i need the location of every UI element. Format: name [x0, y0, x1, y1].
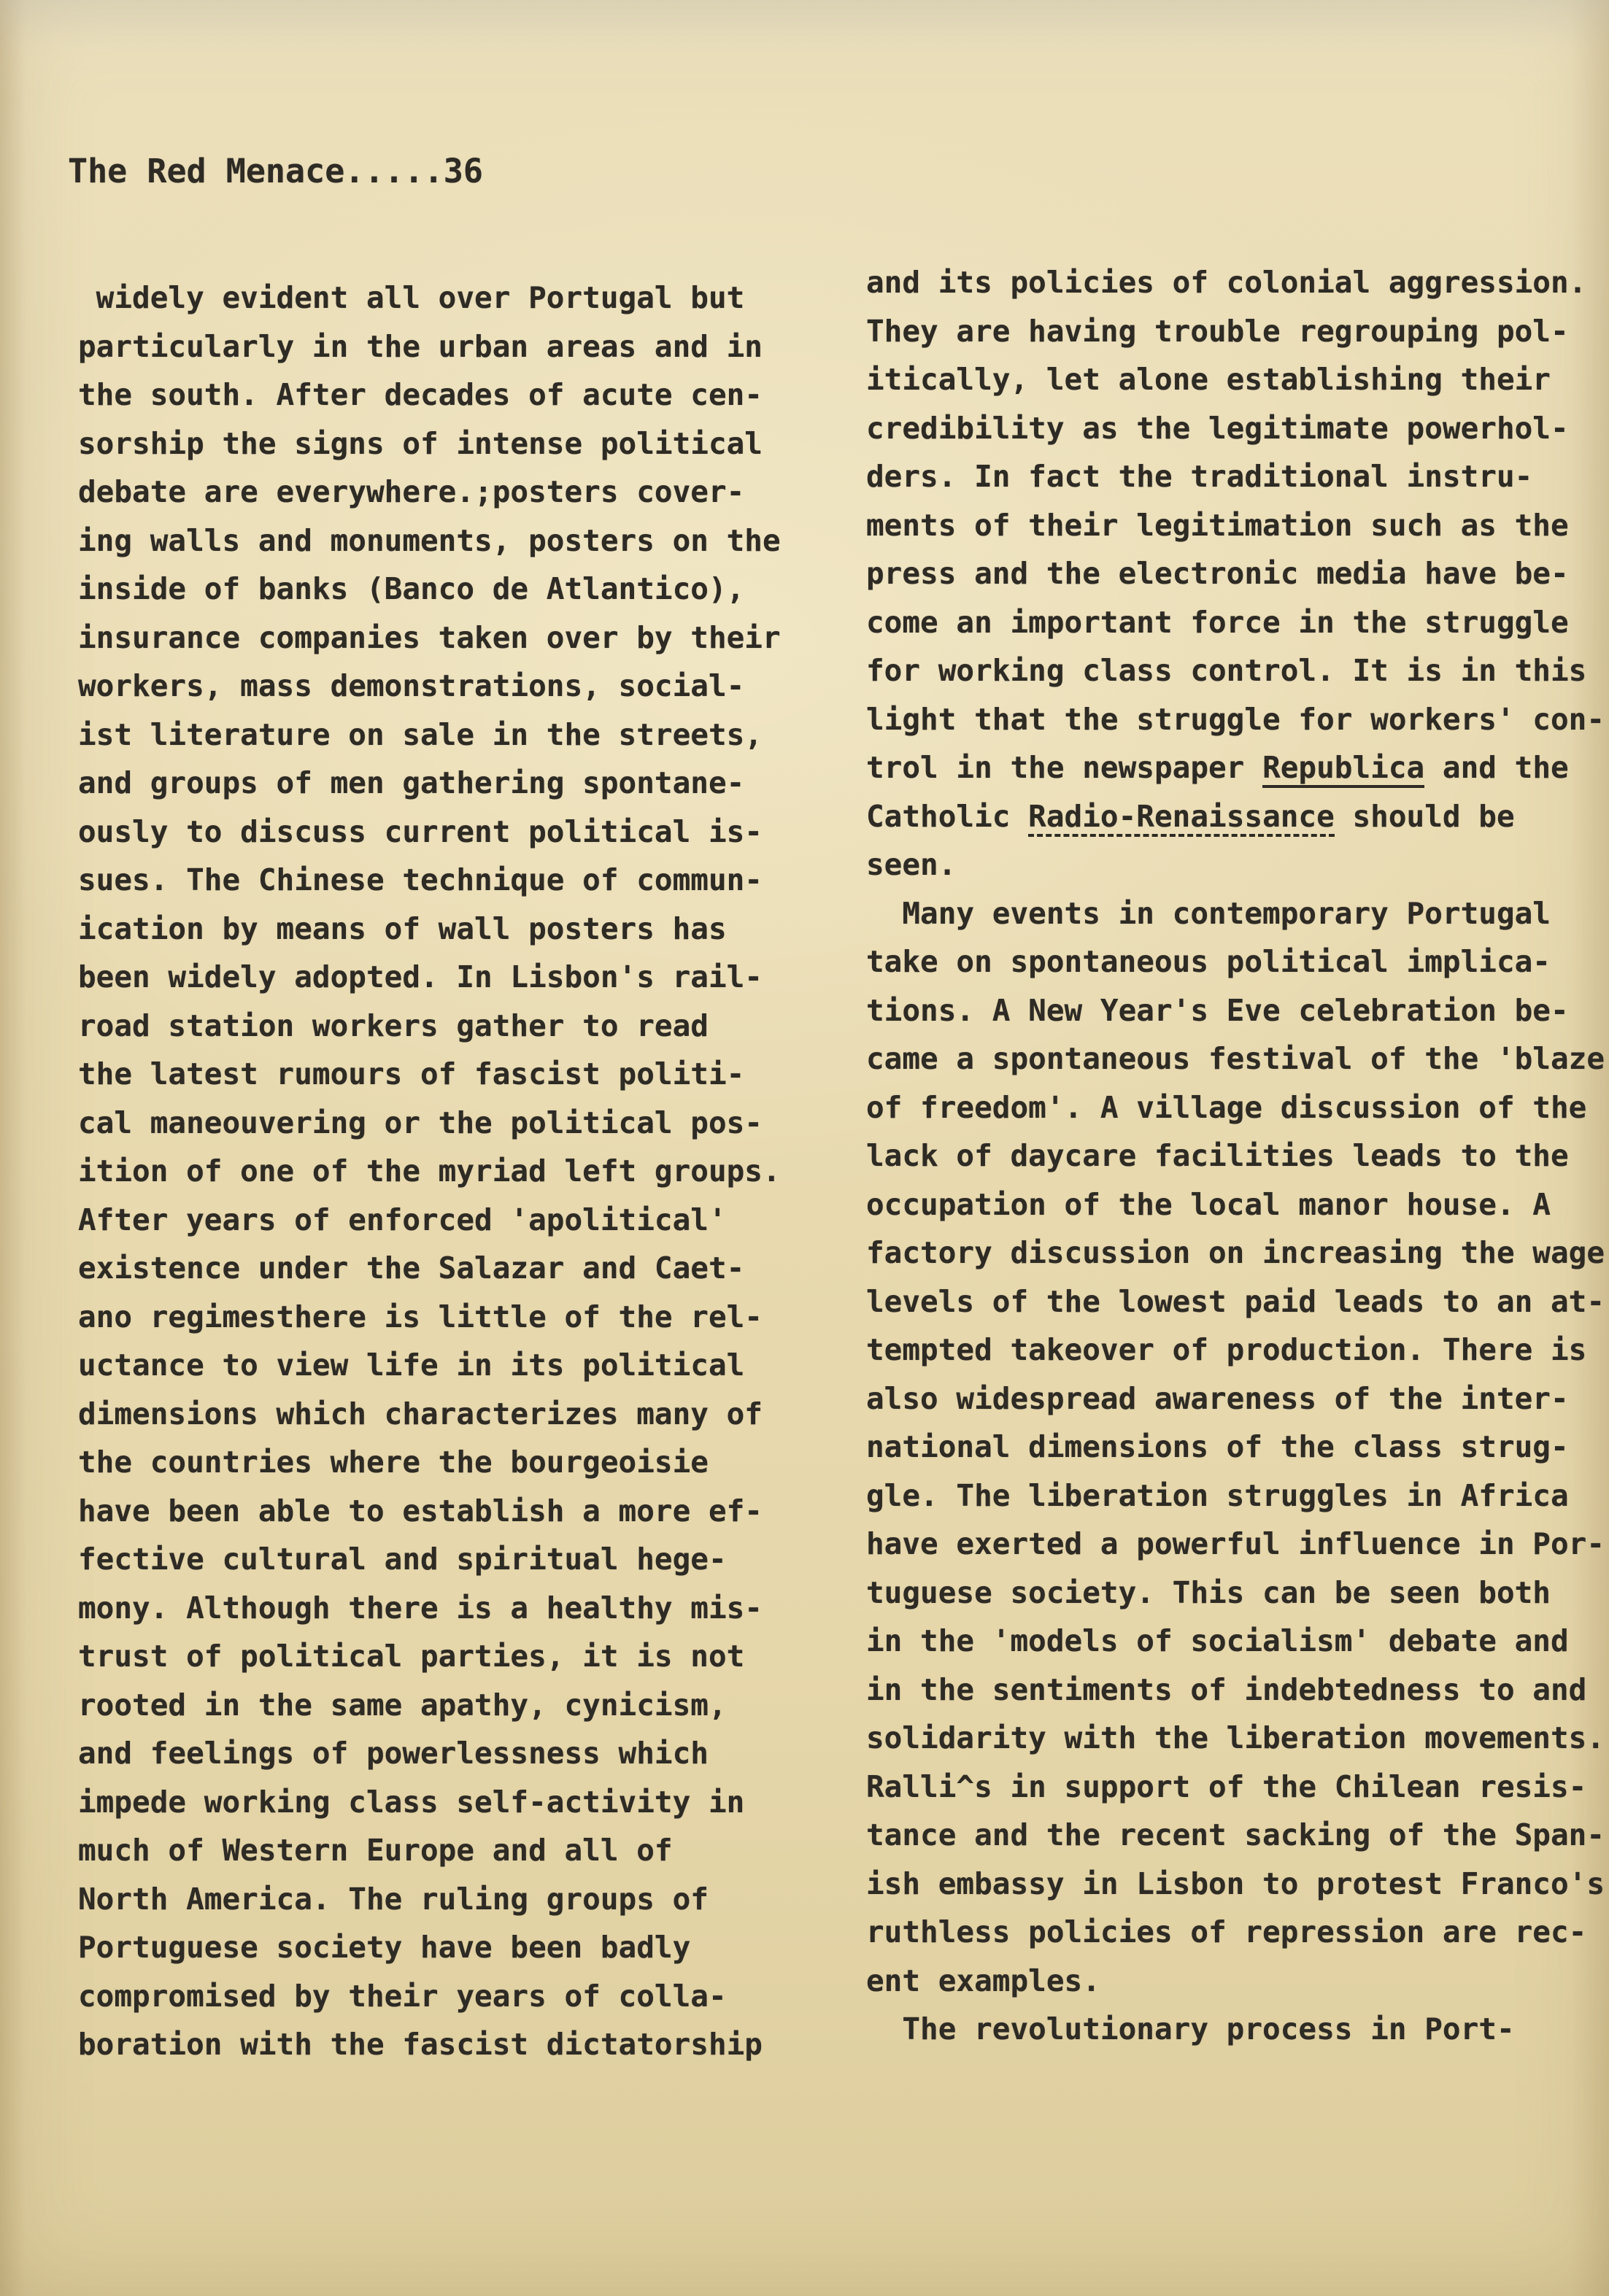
text-line: lack of daycare facilities leads to the	[866, 1138, 1569, 1173]
underlined-text: Radio-Renaissance	[1028, 799, 1335, 837]
text-line: The revolutionary process in Port-	[866, 2011, 1515, 2046]
text-line: tance and the recent sacking of the Span-	[866, 1817, 1605, 1852]
text-line: sues. The Chinese technique of commun-	[78, 862, 763, 897]
left-column	[78, 274, 815, 2069]
text-line: workers, mass demonstrations, social-	[78, 668, 745, 703]
text-line: ition of one of the myriad left groups.	[78, 1153, 781, 1188]
text-line: They are having trouble regrouping pol-	[866, 313, 1569, 349]
text-line: widely evident all over Portugal but	[78, 280, 745, 315]
text-line: credibility as the legitimate powerhol-	[866, 410, 1569, 446]
text-line: uctance to view life in its political	[78, 1348, 745, 1383]
text-line	[866, 792, 1603, 841]
text-segment: should be	[1334, 798, 1515, 834]
text-line: ruthless policies of repression are rec-	[866, 1914, 1587, 1949]
text-line	[866, 743, 1603, 792]
text-line: and its policies of colonial aggression.	[866, 265, 1587, 300]
text-line: ing walls and monuments, posters on the	[78, 522, 781, 558]
text-line: existence under the Salazar and Caet-	[78, 1251, 745, 1286]
text-line: rooted in the same apathy, cynicism,	[78, 1687, 727, 1723]
text-line: national dimensions of the class strug-	[866, 1429, 1569, 1464]
text-line: mony. Although there is a healthy mis-	[78, 1590, 763, 1626]
text-line: tions. A New Year's Eve celebration be-	[866, 992, 1569, 1028]
text-line: been widely adopted. In Lisbon's rail-	[78, 959, 763, 994]
text-line: North America. The ruling groups of	[78, 1881, 709, 1917]
text-line: and groups of men gathering spontane-	[78, 765, 745, 800]
text-line: of freedom'. A village discussion of the	[866, 1089, 1587, 1125]
text-line: tuguese society. This can be seen both	[866, 1574, 1551, 1610]
text-line: press and the electronic media have be-	[866, 556, 1569, 591]
text-line: ously to discuss current political is-	[78, 813, 763, 849]
page-header: The Red Menace.....36	[68, 152, 483, 190]
text-line: for working class control. It is in this	[866, 653, 1587, 688]
text-line: Portuguese society have been badly	[78, 1930, 691, 1965]
underlined-text: Republica	[1262, 750, 1424, 788]
text-line: come an important force in the struggle	[866, 604, 1569, 640]
text-line: also widespread awareness of the inter-	[866, 1380, 1569, 1416]
text-line: ent examples.	[866, 1963, 1100, 1998]
text-line: have been able to establish a more ef-	[78, 1493, 763, 1528]
text-line: compromised by their years of colla-	[78, 1978, 727, 2014]
text-line: the south. After decades of acute cen-	[78, 377, 763, 412]
text-segment: Catholic	[866, 798, 1029, 834]
text-line: insurance companies taken over by their	[78, 619, 781, 655]
text-line: trust of political parties, it is not	[78, 1639, 745, 1674]
text-line: boration with the fascist dictatorship	[78, 2027, 763, 2062]
text-line: tempted takeover of production. There is	[866, 1332, 1587, 1367]
text-line: debate are everywhere.;posters cover-	[78, 474, 745, 509]
text-line: itically, let alone establishing their	[866, 362, 1551, 397]
text-line: in the 'models of socialism' debate and	[866, 1623, 1569, 1658]
text-line: ments of their legitimation such as the	[866, 507, 1569, 543]
text-line: have exerted a powerful influence in Por-	[866, 1526, 1605, 1561]
text-line: particularly in the urban areas and in	[78, 328, 763, 364]
text-line: inside of banks (Banco de Atlantico),	[78, 571, 745, 606]
text-line: Many events in contemporary Portugal	[866, 895, 1551, 931]
text-segment: trol in the newspaper	[866, 750, 1263, 785]
text-line: factory discussion on increasing the wage	[866, 1235, 1605, 1270]
text-line: the countries where the bourgeoisie	[78, 1445, 709, 1480]
right-column	[866, 258, 1603, 2054]
text-line: After years of enforced 'apolitical'	[78, 1202, 727, 1237]
text-line: levels of the lowest paid leads to an at-	[866, 1283, 1605, 1319]
text-segment: and the	[1424, 750, 1569, 785]
text-line: the latest rumours of fascist politi-	[78, 1056, 745, 1091]
text-line: seen.	[866, 847, 957, 882]
text-line: came a spontaneous festival of the 'blaze	[866, 1041, 1605, 1076]
text-line: ano regimesthere is little of the rel-	[78, 1299, 763, 1334]
text-line: ish embassy in Lisbon to protest Franco's	[866, 1866, 1605, 1901]
text-line: light that the struggle for workers' con-	[866, 701, 1605, 737]
text-line: road station workers gather to read	[78, 1008, 709, 1043]
text-line: ication by means of wall posters has	[78, 911, 727, 946]
text-line: and feelings of powerlessness which	[78, 1736, 709, 1771]
text-line: in the sentiments of indebtedness to and	[866, 1671, 1587, 1707]
text-line: fective cultural and spiritual hege-	[78, 1542, 727, 1577]
text-line: ders. In fact the traditional instru-	[866, 459, 1533, 494]
text-line: sorship the signs of intense political	[78, 425, 763, 461]
text-line: take on spontaneous political implica-	[866, 944, 1551, 979]
text-line: cal maneouvering or the political pos-	[78, 1105, 763, 1140]
text-line: occupation of the local manor house. A	[866, 1186, 1551, 1222]
text-line: much of Western Europe and all of	[78, 1833, 673, 1868]
text-line: solidarity with the liberation movements.	[866, 1720, 1605, 1755]
text-line: ist literature on sale in the streets,	[78, 716, 763, 752]
text-line: impede working class self-activity in	[78, 1784, 745, 1820]
text-line: Ralli^s in support of the Chilean resis-	[866, 1769, 1587, 1804]
text-line: dimensions which characterizes many of	[78, 1396, 763, 1431]
text-line: gle. The liberation struggles in Africa	[866, 1477, 1569, 1513]
